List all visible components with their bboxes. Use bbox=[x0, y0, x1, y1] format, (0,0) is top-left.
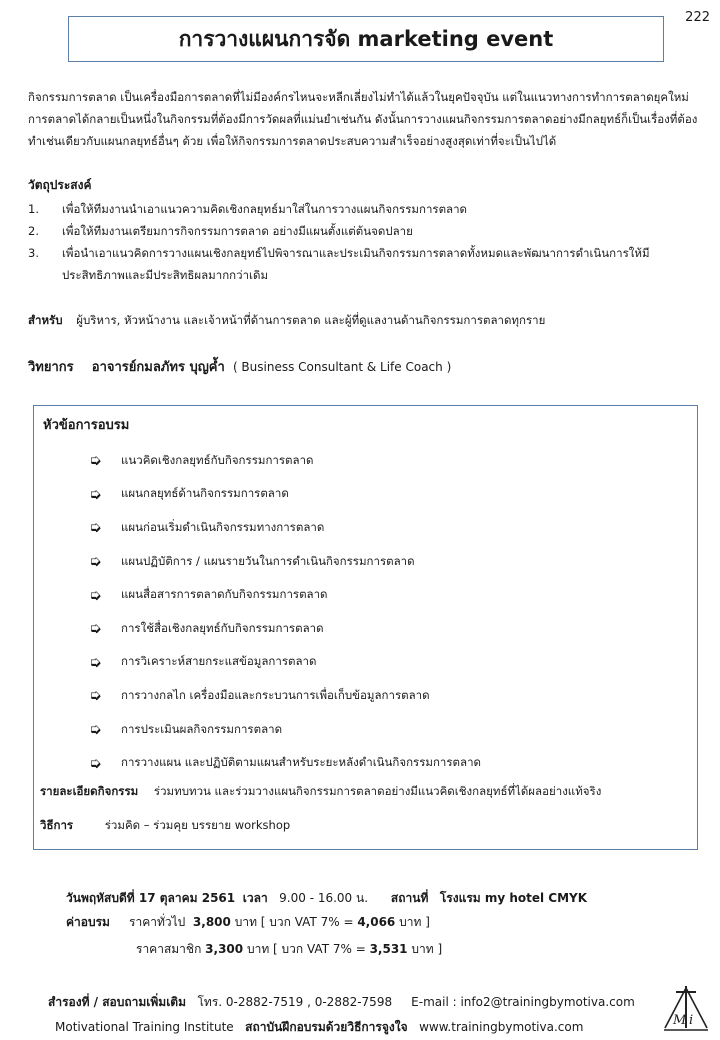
topic-text: การประเมินผลกิจกรรมการตลาด bbox=[121, 721, 283, 736]
page-title: การวางแผนการจัด marketing event bbox=[178, 26, 554, 51]
svg-text:i: i bbox=[689, 1013, 694, 1028]
topic-item bbox=[89, 444, 481, 478]
right-arrow-icon: ➭ bbox=[89, 552, 102, 571]
topic-item bbox=[89, 578, 481, 612]
right-arrow-icon: ➭ bbox=[89, 518, 102, 537]
organization-row bbox=[55, 1018, 583, 1037]
objective-item bbox=[28, 198, 698, 220]
topics-heading: หัวข้อการอบรม bbox=[43, 418, 130, 433]
topic-text: การใช้สื่อเชิงกลยุทธ์กับกิจกรรมการตลาด bbox=[121, 620, 324, 635]
contact-email[interactable]: E-mail : info2@trainingbymotiva.com bbox=[411, 995, 635, 1009]
fee-general-vat-text: บาท [ บวก VAT 7% = bbox=[234, 915, 354, 929]
topic-text: การวิเคราะห์สายกระแสข้อมูลการตลาด bbox=[121, 654, 317, 669]
topic-item bbox=[89, 746, 481, 780]
topic-text: แผนกลยุทธ์ด้านกิจกรรมการตลาด bbox=[121, 486, 289, 501]
svg-text:M: M bbox=[673, 1013, 687, 1028]
topic-item bbox=[89, 713, 481, 747]
speaker-label: วิทยากร bbox=[28, 360, 74, 375]
org-name-th: สถาบันฝึกอบรมด้วยวิธีการจูงใจ bbox=[245, 1020, 408, 1034]
time-value: 9.00 - 16.00 น. bbox=[279, 891, 369, 905]
right-arrow-icon: ➭ bbox=[89, 619, 102, 638]
schedule-row bbox=[66, 889, 587, 908]
objective-text: เพื่อให้ทีมงานนำเอาแนวความคิดเชิงกลยุทธ์มาใส่ในการวางแผนกิจกรรมการตลาด bbox=[62, 202, 468, 216]
fee-general-row bbox=[66, 913, 430, 932]
objectives-heading: วัตถุประสงค์ bbox=[28, 178, 92, 192]
contact-phone: โทร. 0-2882-7519 , 0-2882-7598 bbox=[197, 995, 393, 1009]
fee-member-total: 3,531 bbox=[369, 942, 408, 956]
audience-row bbox=[28, 312, 545, 330]
fee-general-label: ราคาทั่วไป bbox=[129, 915, 186, 929]
objective-item bbox=[28, 242, 698, 286]
activity-label: รายละเอียดกิจกรรม bbox=[40, 784, 139, 798]
fee-member-close: บาท ] bbox=[411, 942, 443, 956]
topics-list bbox=[89, 444, 481, 780]
fee-general-price: 3,800 bbox=[192, 915, 231, 929]
mti-logo-icon bbox=[662, 984, 710, 1034]
right-arrow-icon: ➭ bbox=[89, 720, 102, 739]
audience-text: ผู้บริหาร, หัวหน้างาน และเจ้าหน้าที่ด้านการตลาด และผู้ที่ดูแลงานด้านกิจกรรมการตลาดทุกราย bbox=[76, 313, 546, 327]
topic-text: แผนก่อนเริ่มดำเนินกิจกรรมทางการตลาด bbox=[121, 519, 325, 534]
fee-general-close: บาท ] bbox=[399, 915, 430, 929]
topic-item bbox=[89, 679, 481, 713]
speaker-title: ( Business Consultant & Life Coach ) bbox=[232, 360, 452, 374]
objective-item bbox=[28, 220, 698, 242]
venue-value: โรงแรม my hotel CMYK bbox=[439, 891, 588, 905]
contact-row bbox=[48, 993, 635, 1012]
objective-text: เพื่อนำเอาแนวคิดการวางแผนเชิงกลยุทธ์ไปพิจารณาและประเมินกิจกรรมการตลาดทั้งหมดและพัฒนาการดำเนินการให้มีประสิทธิภาพและมีประสิทธิผลมากกว่าเดิม bbox=[62, 246, 650, 282]
objective-text: เพื่อให้ทีมงานเตรียมการกิจกรรมการตลาด อย่างมีแผนตั้งแต่ต้นจดปลาย bbox=[62, 224, 413, 238]
topic-item bbox=[89, 545, 481, 579]
right-arrow-icon: ➭ bbox=[89, 451, 102, 470]
activity-row bbox=[40, 783, 601, 801]
topic-item bbox=[89, 612, 481, 646]
time-label: เวลา bbox=[242, 891, 268, 905]
speaker-name: อาจารย์กมลภัทร บุญค้ำ bbox=[91, 360, 225, 375]
topic-text: การวางแผน และปฏิบัติตามแผนสำหรับระยะหลังดำเนินกิจกรรมการตลาด bbox=[121, 755, 481, 770]
topic-item bbox=[89, 646, 481, 680]
venue-label: สถานที่ bbox=[390, 891, 429, 905]
topic-item bbox=[89, 478, 481, 512]
topic-text: การวางกลไก เครื่องมือและกระบวนการเพื่อเก็บข้อมูลการตลาด bbox=[121, 687, 430, 702]
activity-text: ร่วมทบทวน และร่วมวางแผนกิจกรรมการตลาดอย่างมีแนวคิดเชิงกลยุทธ์ที่ได้ผลอย่างแท้จริง bbox=[153, 784, 602, 798]
topic-text: แผนปฏิบัติการ / แผนรายวันในการดำเนินกิจกรรมการตลาด bbox=[121, 553, 415, 568]
speaker-row bbox=[28, 356, 451, 377]
objective-number: 1. bbox=[28, 202, 39, 216]
right-arrow-icon: ➭ bbox=[89, 652, 102, 671]
objectives-list bbox=[28, 198, 698, 286]
fee-member-price: 3,300 bbox=[205, 942, 244, 956]
right-arrow-icon: ➭ bbox=[89, 484, 102, 503]
audience-label: สำหรับ bbox=[28, 313, 63, 327]
objective-number: 2. bbox=[28, 224, 39, 238]
method-row bbox=[40, 817, 290, 835]
website-link[interactable]: www.trainingbymotiva.com bbox=[419, 1020, 584, 1034]
topics-box bbox=[33, 405, 698, 850]
fee-member-row bbox=[136, 940, 442, 959]
intro-paragraph: กิจกรรมการตลาด เป็นเครื่องมือการตลาดที่ไม่มีองค์กรไหนจะหลีกเลี่ยงไม่ทำได้แล้วในยุคปัจจุบัน แต่ในแนวทางการทำการตลาดยุคใหม่ การตลาดได้กลายเป็นหนึ่งในกิจกรรมที่ต้องมีการวัดผลที่แม่นยำเช่นกัน ดังนั้นการวางแผนกิจกรรมการตลาดอย่างมีกลยุทธ์ก็เป็นเรื่องที่ต้องทำเช่นเดียวกับแผนกลยุทธ์อื่นๆ ด้วย เพื่อให้กิจกรรมการตลาดประสบความสำเร็จอย่างสูงสุดเท่าที่จะเป็นไปได้ bbox=[28, 90, 698, 148]
org-name-en: Motivational Training Institute bbox=[55, 1020, 234, 1034]
fee-member-label: ราคาสมาชิก bbox=[136, 942, 202, 956]
right-arrow-icon: ➭ bbox=[89, 686, 102, 705]
fee-general-total: 4,066 bbox=[357, 915, 396, 929]
right-arrow-icon: ➭ bbox=[89, 585, 102, 604]
date-label: วันพฤหัสบดีที่ 17 ตุลาคม 2561 bbox=[66, 891, 236, 905]
right-arrow-icon: ➭ bbox=[89, 753, 102, 772]
topic-text: แผนสื่อสารการตลาดกับกิจกรรมการตลาด bbox=[121, 587, 328, 602]
topic-item bbox=[89, 511, 481, 545]
page-number: 222 bbox=[685, 10, 710, 25]
method-text: ร่วมคิด – ร่วมคุย บรรยาย workshop bbox=[104, 818, 291, 832]
title-box bbox=[68, 16, 664, 62]
fee-member-vat-text: บาท [ บวก VAT 7% = bbox=[246, 942, 366, 956]
method-label: วิธีการ bbox=[40, 818, 74, 832]
fee-label: ค่าอบรม bbox=[66, 915, 110, 929]
topic-text: แนวคิดเชิงกลยุทธ์กับกิจกรรมการตลาด bbox=[121, 452, 314, 467]
objective-number: 3. bbox=[28, 246, 39, 260]
contact-label: สำรองที่ / สอบถามเพิ่มเติม bbox=[48, 995, 187, 1009]
